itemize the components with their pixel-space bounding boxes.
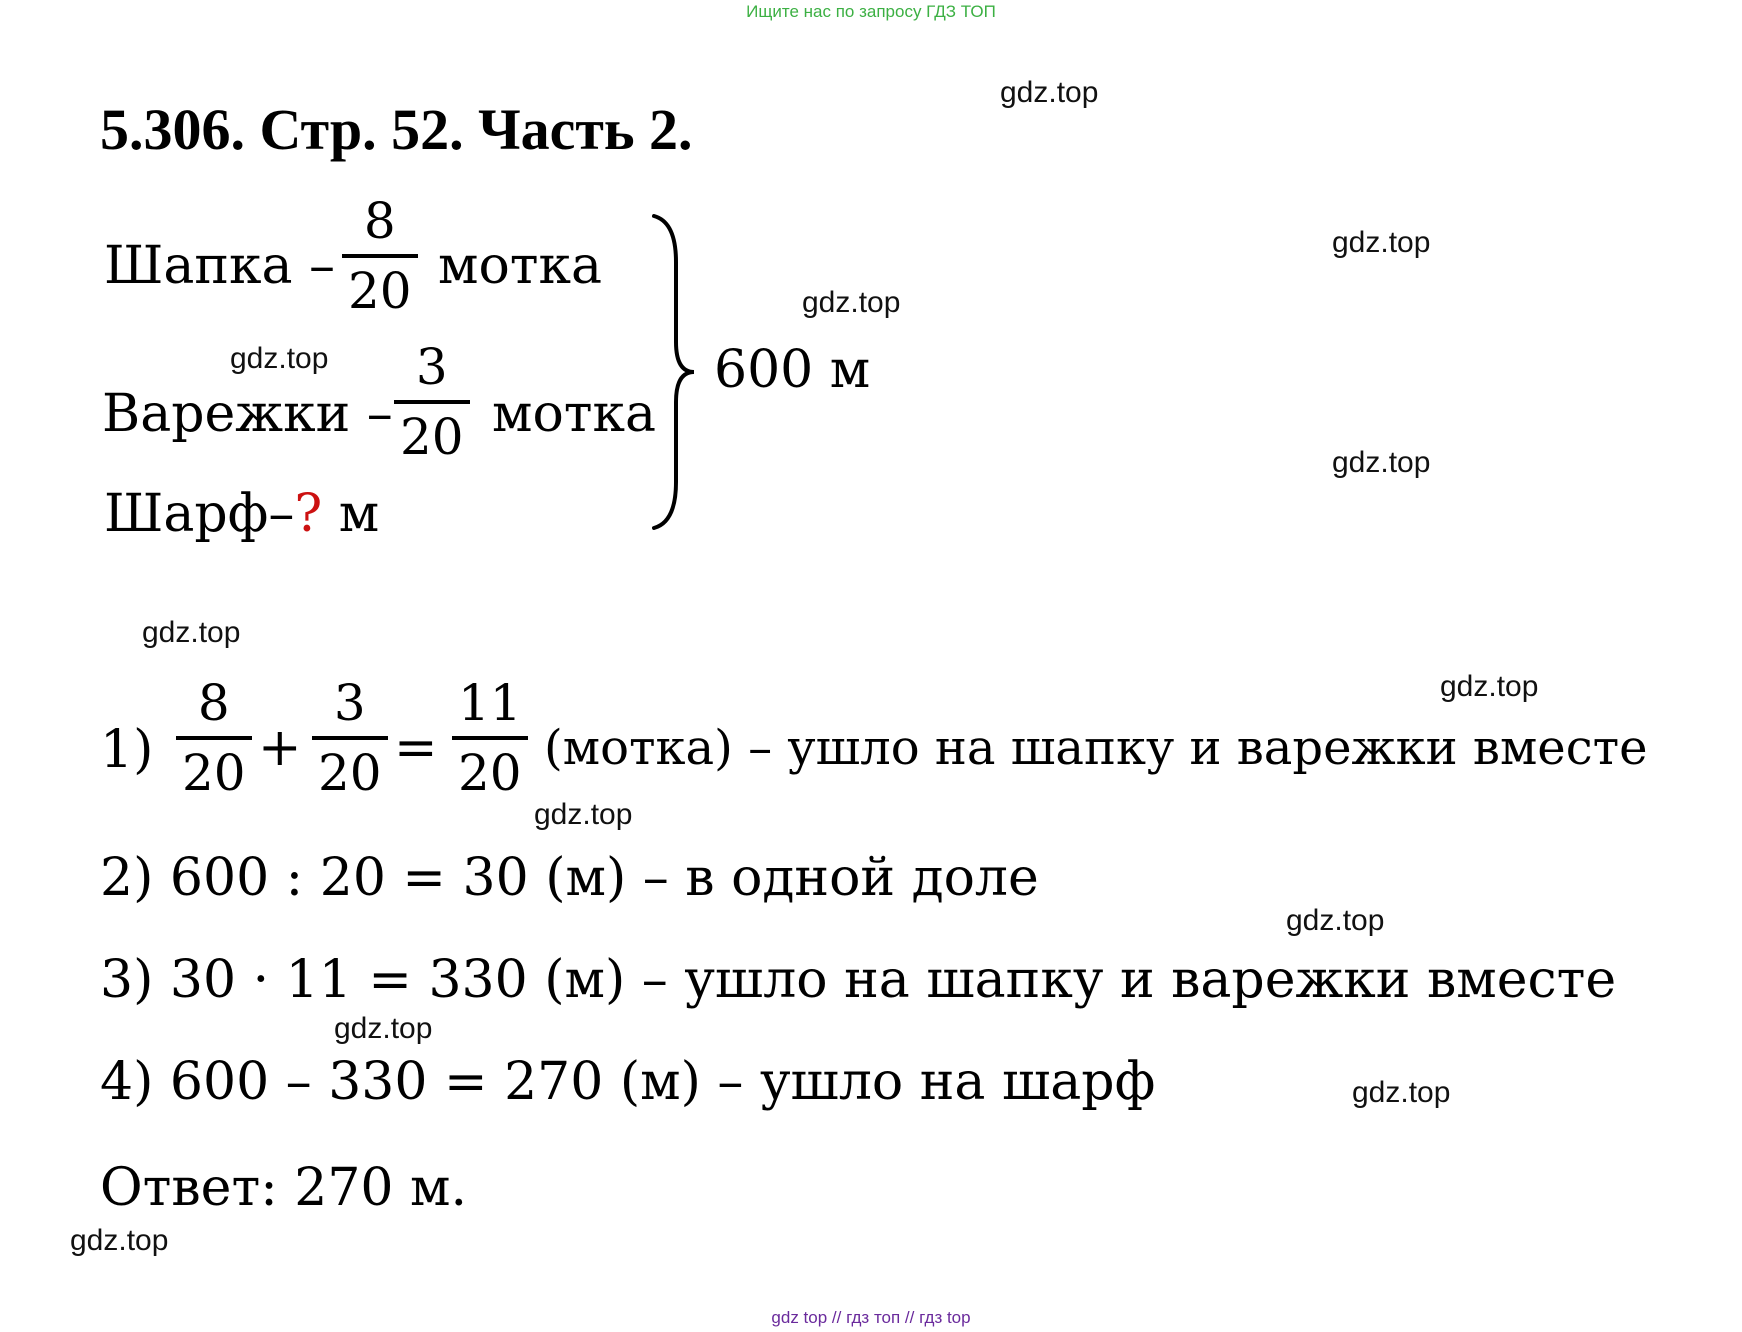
scarf-label: Шарф–: [104, 484, 295, 544]
numerator: 8: [197, 674, 230, 732]
watermark: gdz.top: [534, 798, 633, 831]
watermark: gdz.top: [334, 1012, 433, 1045]
curly-brace-icon: [650, 212, 698, 532]
answer: Ответ: 270 м.: [100, 1158, 468, 1218]
step-1-fraction-b: [312, 674, 388, 802]
hat-label: Шапка –: [104, 236, 336, 296]
numerator: 11: [458, 674, 522, 732]
scarf-row: [104, 484, 380, 544]
watermark: gdz.top: [1352, 1076, 1451, 1109]
watermark: gdz.top: [802, 286, 901, 319]
mittens-fraction: [394, 338, 470, 466]
denominator: 20: [182, 744, 246, 802]
denominator: 20: [318, 744, 382, 802]
watermark: gdz.top: [1286, 904, 1385, 937]
mittens-unit: мотка: [492, 384, 657, 444]
step-1-text: (мотка) – ушло на шапку и варежки вместе: [544, 720, 1648, 776]
watermark: gdz.top: [1440, 670, 1539, 703]
step-1-number: 1): [100, 720, 154, 780]
step-3: 3) 30 · 11 = 330 (м) – ушло на шапку и варежки вместе: [100, 950, 1617, 1010]
watermark: gdz.top: [1332, 446, 1431, 479]
total-length: 600 м: [714, 340, 871, 400]
hat-numerator: 8: [363, 192, 396, 250]
mittens-denominator: 20: [400, 408, 464, 466]
watermark: gdz.top: [230, 342, 329, 375]
step-1-fraction-result: [452, 674, 528, 802]
step-2: 2) 600 : 20 = 30 (м) – в одной доле: [100, 848, 1039, 908]
hat-denominator: 20: [348, 262, 412, 320]
numerator: 3: [333, 674, 366, 732]
mittens-label: Варежки –: [102, 384, 393, 444]
watermark: gdz.top: [1332, 226, 1431, 259]
scarf-question-mark: ?: [294, 484, 323, 544]
denominator: 20: [458, 744, 522, 802]
footer: gdz top // гдз топ // гдз top: [771, 1308, 971, 1327]
watermark: gdz.top: [1000, 76, 1099, 109]
scarf-unit: м: [338, 484, 380, 544]
mittens-numerator: 3: [415, 338, 448, 396]
step-4: 4) 600 – 330 = 270 (м) – ушло на шарф: [100, 1052, 1156, 1112]
top-banner: Ищите нас по запросу ГДЗ ТОП: [746, 2, 996, 21]
plus-sign: +: [258, 718, 302, 778]
equals-sign: =: [394, 718, 438, 778]
hat-fraction: [342, 192, 418, 320]
watermark: gdz.top: [142, 616, 241, 649]
step-1-fraction-a: [176, 674, 252, 802]
page-title: 5.306. Стр. 52. Часть 2.: [100, 97, 693, 162]
watermark: gdz.top: [70, 1224, 169, 1257]
hat-unit: мотка: [438, 236, 603, 296]
